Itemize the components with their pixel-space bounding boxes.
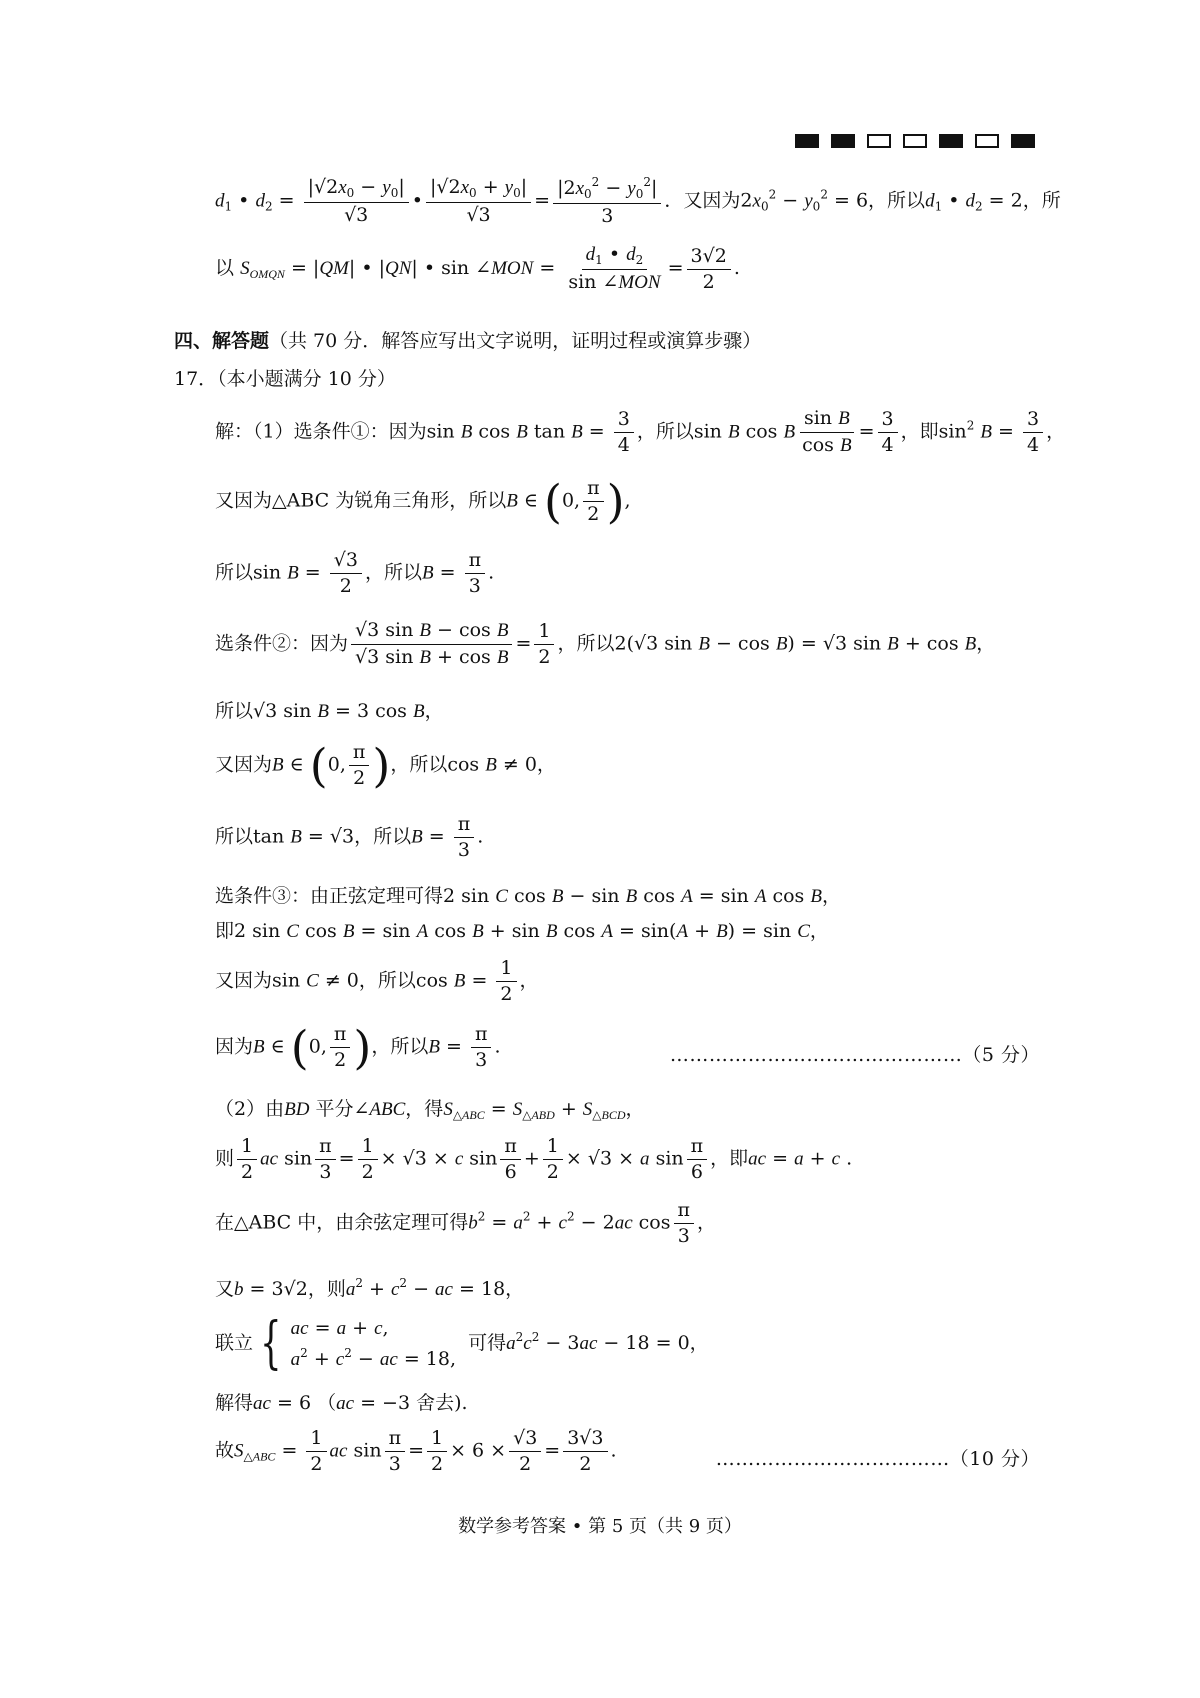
text: 以 — [215, 257, 235, 280]
text: 解：（1）选条件①：因为 — [215, 420, 427, 443]
solution-line: 又因为B ∈ (0, $\frac{\pi}{2}$ )，所以cos B ≠ 0， — [215, 738, 556, 793]
square-empty — [867, 134, 891, 148]
solution-line: 则 $\frac{1}{2}$ ac sin $\frac{\pi}{3}$ = $\frac{1}{2}$ × √3 × c sin $\frac{\pi}{6}$ + $\frac{1}{2}$ × √3 × a sin $\frac{\pi}{6}$ ，即ac = a + c . — [215, 1135, 853, 1183]
text: ，所 — [1022, 189, 1061, 212]
heading-bold: 四、解答题 — [174, 330, 270, 352]
solution-line: 选条件③：由正弦定理可得2 sin C cos B − sin B cos A = sin A cos B， — [215, 885, 841, 907]
solution-line: 又b = 3√2，则$a^2 + c^2$ − ac = 18， — [215, 1276, 525, 1300]
text: ，所以 — [364, 561, 422, 584]
text: 即 — [215, 920, 235, 942]
line-d1d2: $d_1$ • $d_2$ = $\frac{|√2x_0 - y_0|}{√3}$ • $\frac{|√2x_0 + y_0|}{√3}$ = $\frac{|2x_0^2 - y_0^2|}{3}$ ．又因为$2x_0^2 - y_0^2 = 6$，所以$d_1$ • $d_2 = 2$，所 — [215, 175, 1061, 228]
heading-rest: （共 70 分．解答应写出文字说明，证明过程或演算步骤） — [269, 330, 762, 352]
solution-line: 在△ABC 中，由余弦定理可得$b^2 = a^2 + c^2 - 2ac$ cos $\frac{\pi}{3}$ ， — [215, 1199, 717, 1247]
solution-line: 选条件②：因为 $\frac{\text{√3 sin B − cos B}}{\text{√3 sin B + cos B}}$ = $\frac{1}{2}$ ，所以2(√3 sin B − cos B) = √3 sin B + cos B， — [215, 619, 996, 668]
text: ，所以 — [371, 1035, 429, 1058]
solution-line: （2）由BD 平分∠ABC，得$S_{\triangle ABC} = S_{\triangle ABD} + S_{\triangle BCD}$， — [215, 1098, 645, 1122]
text: ，即 — [710, 1147, 749, 1170]
text: （2）由 — [215, 1098, 285, 1120]
solution-line: 解：（1）选条件①：因为sin B cos B tan B = $\frac{3}{4}$ ，所以sin B cos B $\frac{\text{sin B}}{\text{cos B}}$ = $\frac{3}{4}$ ，即$\sin^2 B$ = $\frac{3}{4}$ ， — [215, 407, 1066, 456]
square-filled — [939, 134, 963, 148]
question-title: 17．（本小题满分 10 分） — [174, 368, 396, 390]
text: 平分 — [315, 1098, 354, 1120]
solution-line: 因为B ∈ (0, $\frac{\pi}{2}$ )，所以B = $\frac{\pi}{3}$ . — [215, 1020, 501, 1075]
text: 故 — [215, 1439, 235, 1462]
section-heading — [174, 330, 1040, 353]
solution-line: 即2 sin C cos B = sin A cos B + sin B cos A = sin(A + B) = sin C， — [215, 920, 829, 942]
text: ，所以 — [390, 753, 448, 776]
text: 所以 — [215, 825, 254, 848]
score-5: ………………………………………（5 分） — [669, 1044, 1040, 1066]
square-filled — [831, 134, 855, 148]
text: 又因为 — [215, 969, 273, 992]
text: ，则 — [307, 1278, 346, 1300]
text: 所以 — [215, 561, 254, 584]
solution-line: 又因为△ABC 为锐角三角形，所以B ∈ (0, $\frac{\pi}{2}$ ), — [215, 474, 631, 529]
score-10: ………………………………（10 分） — [715, 1448, 1040, 1470]
solution-line: 又因为sin C ≠ 0，所以cos B = $\frac{1}{2}$ ， — [215, 957, 539, 1005]
text: ，得 — [405, 1098, 444, 1120]
text: 又因为△ABC 为锐角三角形，所以 — [215, 489, 507, 512]
text: 则 — [215, 1147, 235, 1170]
text: 又因为 — [215, 753, 273, 776]
solution-line: 所以tan B = √3，所以B = $\frac{\pi}{3}$ . — [215, 813, 484, 861]
solution-line: 联立 { ac = a + c, $a^2 + c^2$ − ac = 18, 可得$a^2c^2 - 3ac - 18 = 0$， — [215, 1311, 709, 1376]
solution-line: 故$S_{\triangle ABC}$ = $\frac{1}{2}$ ac sin $\frac{\pi}{3}$ = $\frac{1}{2}$ × 6 × $\frac{√3}{2}$ = $\frac{3√3}{2}$ . — [215, 1427, 617, 1475]
page-footer: 数学参考答案 • 第 5 页（共 9 页） — [458, 1516, 742, 1537]
text: ，所以 — [868, 189, 926, 212]
text: ，所以 — [354, 825, 412, 848]
equation-system: { ac = a + c, $a^2 + c^2$ − ac = 18, — [260, 1311, 457, 1376]
square-empty — [975, 134, 999, 148]
square-empty — [903, 134, 927, 148]
text: 又 — [215, 1278, 235, 1300]
text: 联立 — [215, 1332, 254, 1354]
text: ，所以 — [557, 632, 615, 655]
text: 舍去). — [416, 1392, 468, 1414]
text: 所以 — [215, 700, 254, 722]
text: 在△ABC 中，由余弦定理可得 — [215, 1211, 469, 1234]
text: ．又因为 — [664, 189, 741, 212]
text: 选条件③：由正弦定理可得 — [215, 885, 444, 907]
solution-line: 解得ac = 6 （ac = −3 舍去). — [215, 1392, 468, 1414]
text: ，所以 — [636, 420, 694, 443]
line-area: 以 $S_{OMQN} = |QM|$ • |QN| • sin ∠MON = $\frac{d_1 • d_2}{\text{sin ∠MON}}$ = $\frac{3√2}{2}$ . — [215, 243, 740, 294]
text: 因为 — [215, 1035, 254, 1058]
square-filled — [795, 134, 819, 148]
square-filled — [1011, 134, 1035, 148]
solution-line: 所以sin B = $\frac{√3}{2}$ ，所以B = $\frac{\pi}{3}$ . — [215, 549, 495, 597]
text: ，所以 — [358, 969, 416, 992]
solution-line: 所以√3 sin B = 3 cos B， — [215, 700, 444, 722]
text: 解得 — [215, 1392, 254, 1414]
text: 可得 — [468, 1332, 507, 1354]
header-squares — [795, 134, 1035, 148]
text: ，即 — [900, 420, 939, 443]
text: 选条件②：因为 — [215, 632, 349, 655]
